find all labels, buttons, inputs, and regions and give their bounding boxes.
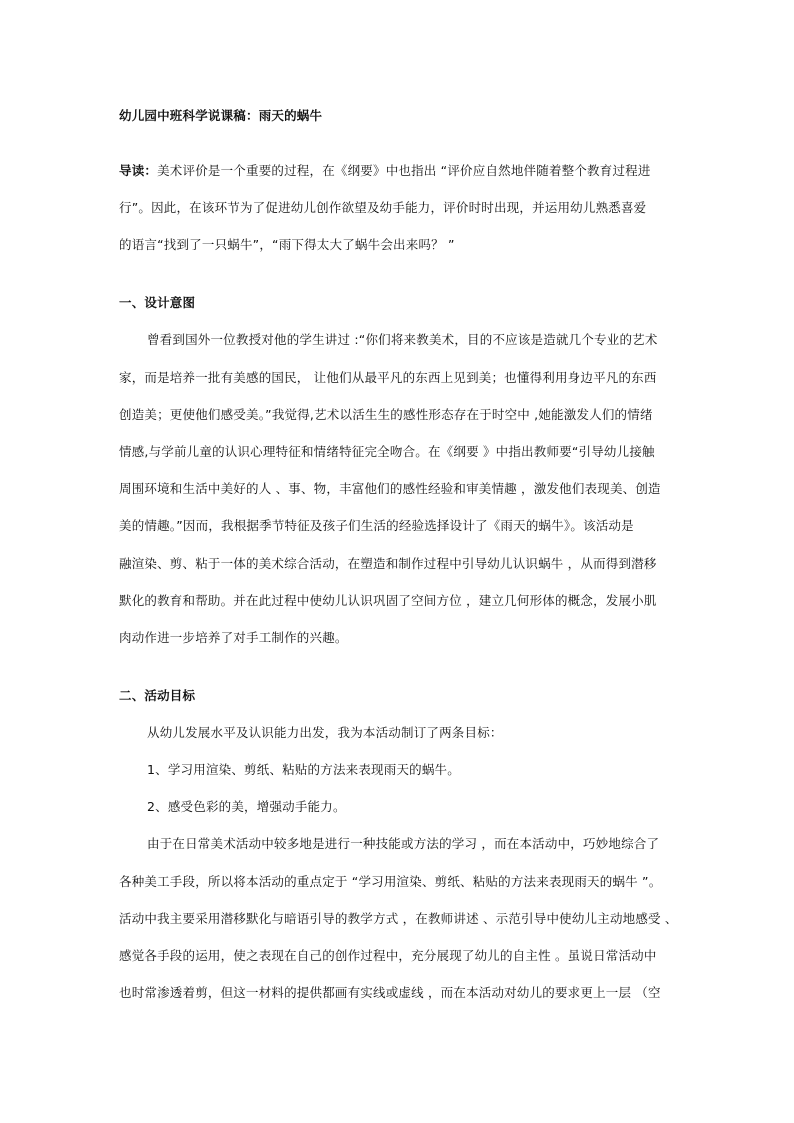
paragraph-line: 创造美；更使他们感受美。”我觉得,艺术以活生生的感性形态存在于时空中 ,她能激发人们的情绪: [119, 407, 653, 422]
paragraph-line: 周围环境和生活中美好的人 、事、物，丰富他们的感性经验和审美情趣 ，激发他们表现美、创造: [119, 481, 661, 496]
paragraph-line: 活动中我主要采用潜移默化与暗语引导的教学方式 ，在教师讲述 、示范引导中使幼儿主动地感受 、: [119, 911, 678, 926]
paragraph-line: 默化的教育和帮助。并在此过程中使幼儿认识巩固了空间方位 ，建立几何形体的概念，发展小肌: [119, 593, 657, 608]
section-heading-design: 一、设计意图: [119, 295, 196, 310]
intro-text: 美术评价是一个重要的过程，在《纲要》中也指出 “评价应自然地伴随着整个教育过程进: [157, 163, 651, 178]
paragraph-line: 感觉各手段的运用，使之表现在自己的创作过程中，充分展现了幼儿的自主性 。虽说日常活动中: [119, 948, 657, 963]
paragraph-line: 情感,与学前儿童的认识心理特征和情绪特征完全吻合。在《纲要 》中指出教师要“引导幼儿接触: [119, 444, 655, 459]
intro-line-3: 的语言“找到了一只蜗牛”，“雨下得太大了蜗牛会出来吗？ ”: [119, 237, 455, 252]
paragraph-line: 由于在日常美术活动中较多地是进行一种技能或方法的学习 ，而在本活动中，巧妙地综合了: [147, 836, 660, 851]
paragraph-line: 肉动作进一步培养了对手工制作的兴趣。: [119, 630, 348, 645]
intro-label: 导读：: [119, 163, 158, 178]
intro-line-2: 行”。因此，在该环节为了促进幼儿创作欲望及幼手能力，评价时时出现，并运用幼儿熟悉喜爱: [119, 200, 647, 215]
goals-intro: 从幼儿发展水平及认识能力出发，我为本活动制订了两条目标：: [147, 725, 503, 740]
paragraph-line: 家，而是培养一批有美感的国民， 让他们从最平凡的东西上见到美；也懂得利用身边平凡的东西: [119, 370, 657, 385]
paragraph-line: 美的情趣。”因而，我根据季节特征及孩子们生活的经验选择设计了《雨天的蜗牛》。该活动是: [119, 518, 634, 533]
paragraph-line: 各种美工手段，所以将本活动的重点定于 “学习用渲染、剪纸、粘贴的方法来表现雨天的蜗牛 ”。: [119, 874, 662, 889]
paragraph-line: 也时常渗透着剪，但这一材料的提供都画有实线或虚线 ，而在本活动对幼儿的要求更上一层 （空: [119, 985, 661, 1000]
goal-item-2: 2、感受色彩的美，增强动手能力。: [147, 799, 346, 814]
intro-line-1: [119, 163, 651, 179]
paragraph-line: 曾看到国外一位教授对他的学生讲过 :“你们将来教美术，目的不应该是造就几个专业的艺术: [147, 332, 658, 347]
goal-item-1: 1、学习用渲染、剪纸、粘贴的方法来表现雨天的蜗牛。: [147, 762, 460, 777]
section-heading-goals: 二、活动目标: [119, 688, 196, 703]
paragraph-line: 融渲染、剪、粘于一体的美术综合活动，在塑造和制作过程中引导幼儿认识蜗牛 ，从而得到潜移: [119, 556, 657, 571]
document-title: 幼儿园中班科学说课稿：雨天的蜗牛: [119, 108, 323, 123]
